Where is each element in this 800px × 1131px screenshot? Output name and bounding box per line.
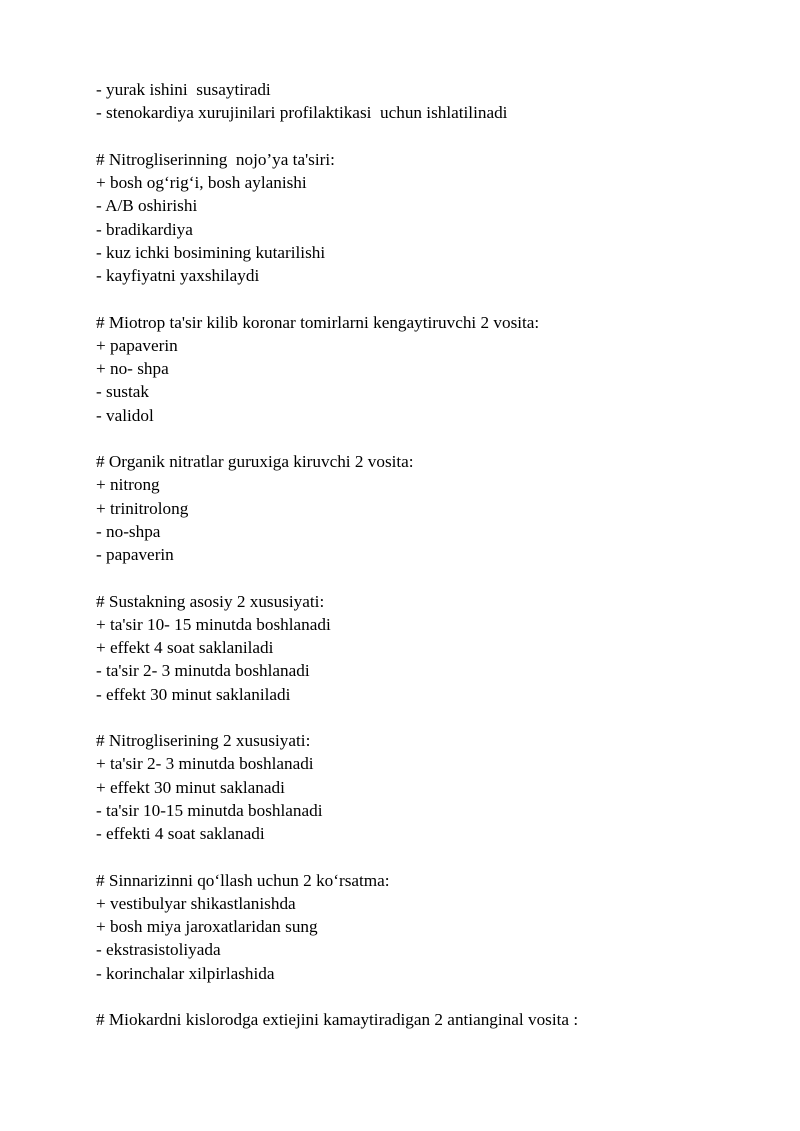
question-line: # Sustakning asosiy 2 xususiyati:	[96, 591, 325, 611]
answer-line: + ta'sir 10- 15 minutda boshlanadi	[96, 614, 331, 634]
answer-line: - yurak ishini susaytiradi	[96, 80, 271, 99]
answer-line: - no-shpa	[96, 521, 161, 541]
question-block-nitroglycerin-side-effects	[96, 148, 776, 288]
answer-line: - effekt 30 minut saklaniladi	[96, 684, 291, 704]
question-block-sustak	[96, 590, 776, 706]
answer-line: - validol	[96, 405, 154, 425]
question-line: # Nitrogliserining 2 xususiyati:	[96, 731, 311, 750]
answer-line: - bradikardiya	[96, 219, 193, 239]
answer-line: - ekstrasistoliyada	[96, 940, 221, 960]
question-line: # Miotrop ta'sir kilib koronar tomirlarni kengaytiruvchi 2 vosita:	[96, 312, 540, 332]
text-block-continuation	[96, 78, 776, 125]
answer-line: - effekti 4 soat saklanadi	[96, 824, 265, 843]
answer-line: - A/B oshirishi	[96, 196, 198, 216]
question-line: # Nitrogliserinning nojo’ya ta'siri:	[96, 149, 335, 169]
question-line: # Organik nitratlar guruxiga kiruvchi 2 vosita:	[96, 452, 414, 471]
answer-line: + bosh og‘rig‘i, bosh aylanishi	[96, 173, 307, 192]
answer-line: - ta'sir 10-15 minutda boshlanadi	[96, 800, 323, 820]
question-block-cinnarizine	[96, 869, 776, 985]
question-line: # Sinnarizinni qo‘llash uchun 2 ko‘rsatma:	[96, 870, 390, 890]
answer-line: + effekt 30 minut saklanadi	[96, 777, 285, 797]
answer-line: - ta'sir 2- 3 minutda boshlanadi	[96, 661, 310, 681]
answer-line: + nitrong	[96, 475, 160, 495]
answer-line: + effekt 4 soat saklaniladi	[96, 638, 274, 657]
question-line: # Miokardni kislorodga extiejini kamaytiradigan 2 antianginal vosita :	[96, 1010, 579, 1029]
answer-line: - korinchalar xilpirlashida	[96, 963, 275, 983]
answer-line: + trinitrolong	[96, 498, 189, 518]
answer-line: - papaverin	[96, 545, 174, 564]
document-page	[96, 78, 776, 1055]
question-block-organic-nitrates	[96, 450, 776, 566]
question-block-nitroglycerin-properties	[96, 729, 776, 845]
answer-line: - kuz ichki bosimining kutarilishi	[96, 242, 326, 262]
answer-line: + papaverin	[96, 335, 178, 355]
answer-line: - sustak	[96, 382, 149, 402]
answer-line: + no- shpa	[96, 359, 169, 378]
answer-line: + ta'sir 2- 3 minutda boshlanadi	[96, 754, 314, 774]
answer-line: + vestibulyar shikastlanishda	[96, 893, 296, 913]
answer-line: - stenokardiya xurujinilari profilaktikasi uchun ishlatilinadi	[96, 103, 508, 123]
question-block-myotropic	[96, 311, 776, 427]
question-block-antianginal	[96, 1008, 776, 1031]
answer-line: + bosh miya jaroxatlaridan sung	[96, 917, 318, 936]
answer-line: - kayfiyatni yaxshilaydi	[96, 266, 260, 285]
